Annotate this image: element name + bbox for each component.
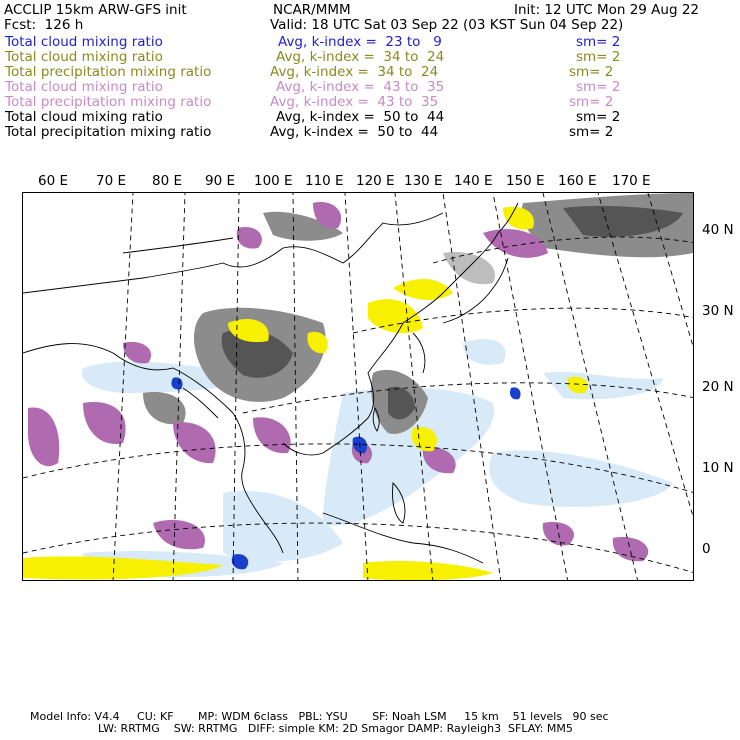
lat-label-20n: 20 N (702, 379, 734, 395)
field-avg: Avg, k-index = 43 to 35 (276, 79, 445, 95)
field-row-3 (0, 65, 740, 80)
lon-label-170e: 170 E (612, 173, 651, 189)
field-name: Total precipitation mixing ratio (5, 124, 212, 140)
field-name: Total precipitation mixing ratio (5, 94, 212, 110)
field-sm: sm= 2 (576, 79, 621, 95)
lat-label-40n: 40 N (702, 222, 734, 238)
field-avg: Avg, k-index = 34 to 24 (276, 49, 445, 65)
field-sm: sm= 2 (569, 124, 614, 140)
lon-label-100e: 100 E (254, 173, 293, 189)
forecast-hour: Fcst: 126 h (4, 17, 84, 33)
valid-time: Valid: 18 UTC Sat 03 Sep 22 (03 KST Sun 04 Sep 22) (270, 17, 624, 33)
lon-label-150e: 150 E (506, 173, 545, 189)
field-name: Total precipitation mixing ratio (5, 64, 212, 80)
map-panel (22, 192, 694, 581)
field-avg: Avg, k-index = 23 to 9 (278, 34, 442, 50)
lat-label-0: 0 (702, 541, 711, 557)
lon-label-140e: 140 E (454, 173, 493, 189)
lon-label-160e: 160 E (558, 173, 597, 189)
field-sm: sm= 2 (576, 34, 621, 50)
field-row-2 (0, 50, 740, 65)
field-name: Total cloud mixing ratio (5, 79, 163, 95)
field-avg: Avg, k-index = 50 to 44 (276, 109, 445, 125)
lon-label-130e: 130 E (404, 173, 443, 189)
lon-label-90e: 90 E (205, 173, 235, 189)
model-info-line-2: LW: RRTMG SW: RRTMG DIFF: simple KM: 2D Smagor DAMP: Rayleigh3 SFLAY: MM5 (98, 722, 573, 735)
init-time: Init: 12 UTC Mon 29 Aug 22 (514, 2, 699, 18)
field-row-4 (0, 80, 740, 95)
field-avg: Avg, k-index = 43 to 35 (270, 94, 439, 110)
field-name: Total cloud mixing ratio (5, 49, 163, 65)
lat-label-10n: 10 N (702, 460, 734, 476)
lon-label-120e: 120 E (356, 173, 395, 189)
field-row-1 (0, 35, 740, 50)
lon-label-70e: 70 E (96, 173, 126, 189)
field-avg: Avg, k-index = 50 to 44 (270, 124, 439, 140)
lon-label-110e: 110 E (305, 173, 344, 189)
lon-label-60e: 60 E (38, 173, 68, 189)
field-sm: sm= 2 (576, 109, 621, 125)
forecast-map (23, 193, 694, 581)
lat-label-30n: 30 N (702, 303, 734, 319)
model-info-line-1: Model Info: V4.4 CU: KF MP: WDM 6class PBL: YSU SF: Noah LSM 15 km 51 levels 90 sec (30, 710, 609, 723)
field-row-5 (0, 95, 740, 110)
field-sm: sm= 2 (569, 94, 614, 110)
model-title: ACCLIP 15km ARW-GFS init (4, 2, 187, 18)
field-name: Total cloud mixing ratio (5, 34, 163, 50)
field-row-6 (0, 110, 740, 125)
organization-label: NCAR/MMM (273, 2, 351, 18)
lon-label-80e: 80 E (152, 173, 182, 189)
field-avg: Avg, k-index = 34 to 24 (270, 64, 439, 80)
field-sm: sm= 2 (569, 64, 614, 80)
field-row-7 (0, 125, 740, 140)
field-sm: sm= 2 (576, 49, 621, 65)
field-name: Total cloud mixing ratio (5, 109, 163, 125)
